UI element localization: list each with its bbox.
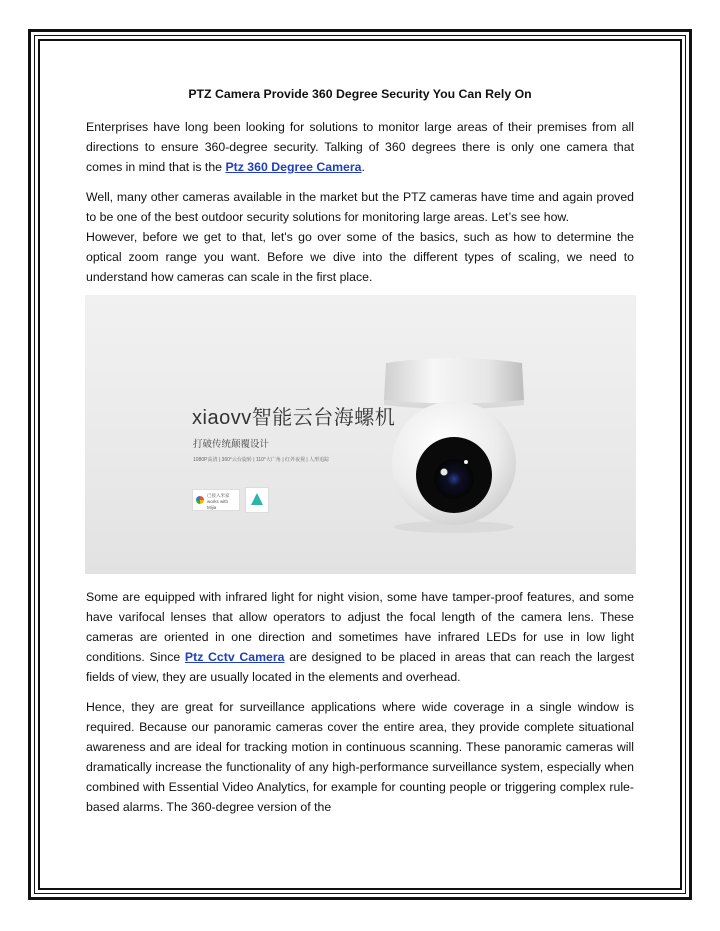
image-subtitle: 打破传统颠覆设计: [193, 439, 270, 450]
mijia-badge: [192, 489, 240, 511]
paragraph-features: [86, 587, 634, 687]
paragraph-surveillance: Hence, they are great for surveillance applications where wide coverage in a single window is required. Because our panoramic cameras cover the entire area, they provide complete situational awareness and are ideal for tracking motion in continuous scanning. These panoramic cameras will dramatically increase the functionality of any high-performance surveillance system, especially when combined with Essential Video Analytics, for example for counting people or triggering complex rule-based alarms. The 360-degree version of the: [86, 700, 634, 814]
paragraph-features-end: are designed to be placed in areas that can reach the largest fields of view, they are usually located in the elements and overhead.: [86, 650, 634, 684]
paragraph-outdoor: Well, many other cameras available in the market but the PTZ cameras have time and again proved to be one of the best outdoor security solutions for monitoring large areas. Let’s see how.: [86, 190, 634, 224]
app-logo-icon: [251, 493, 263, 505]
mijia-badge-text: 已接入米家 works with Mijia: [207, 493, 230, 510]
paragraph-intro: [86, 117, 634, 177]
document-body: [86, 84, 634, 817]
mijia-logo-icon: [196, 496, 204, 504]
app-badge: [245, 487, 269, 513]
paragraph-intro-end: .: [361, 160, 365, 174]
document-title: PTZ Camera Provide 360 Degree Security You Can Rely On: [188, 87, 532, 101]
paragraph-features-text: Some are equipped with infrared light for night vision, some have tamper-proof features, and some have varifocal lenses that allow operators to adjust the focal length of the camera lens. These cameras are oriented in one direction and sometimes have infrared LEDs for use in low light conditions. Since: [86, 590, 634, 664]
paragraph-intro-text: Enterprises have long been looking for solutions to monitor large areas of their premises from all directions to ensure 360-degree security. Talking of 360 degrees there is only one camera that comes in mind that is the: [86, 120, 634, 174]
ptz-360-camera-link[interactable]: Ptz 360 Degree Camera: [225, 160, 362, 174]
ptz-cctv-camera-link[interactable]: Ptz Cctv Camera: [184, 650, 285, 664]
paragraph-basics: However, before we get to that, let's go over some of the basics, such as how to determine the optical zoom range you want. Before we dive into the different types of scaling, we need to understand how cameras can scale in the first place.: [86, 230, 634, 284]
image-brand-text: xiaovv智能云台海螺机: [192, 407, 396, 429]
dome-camera-illustration: [374, 355, 534, 535]
camera-product-image: [85, 295, 636, 574]
image-specs: 1080P高清 | 360°云台旋转 | 110°大广角 | 红外夜视 | 人形追踪: [193, 457, 330, 463]
